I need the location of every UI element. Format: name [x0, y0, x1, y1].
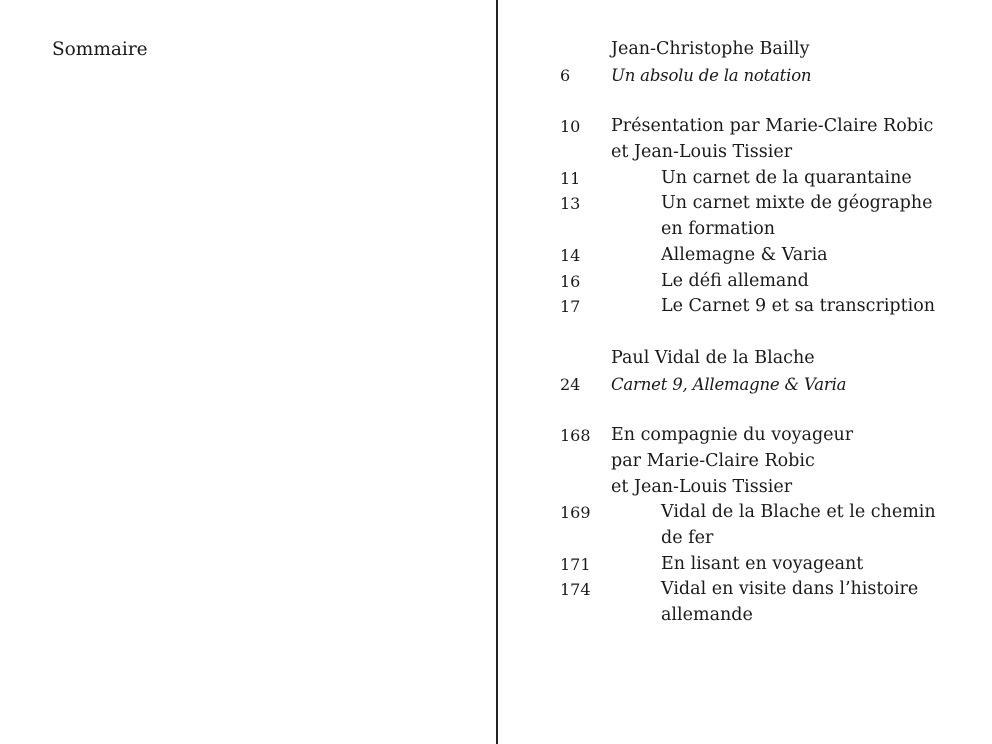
- toc-entry: [498, 372, 992, 398]
- toc-page-number: 6: [560, 65, 571, 85]
- toc-entry-title: par Marie-Claire Robic: [611, 450, 815, 471]
- toc-entry: [498, 243, 992, 269]
- right-page: [498, 0, 992, 744]
- toc-entry: [498, 500, 992, 526]
- toc-entry-title: allemande: [661, 605, 753, 626]
- toc-page-number: 11: [560, 168, 581, 188]
- toc-entry: [498, 166, 992, 192]
- toc-entry-title: Allemagne & Varia: [661, 244, 828, 265]
- toc-entry: [498, 217, 992, 243]
- toc-section: [498, 114, 992, 320]
- toc-page-number: 13: [560, 194, 581, 214]
- toc-entry: [498, 191, 992, 217]
- toc-entry-title: Un absolu de la notation: [611, 65, 812, 85]
- toc-page-number: 171: [560, 554, 591, 574]
- toc-entry-title: Carnet 9, Allemagne & Varia: [611, 374, 847, 394]
- toc-entry: [498, 63, 992, 89]
- toc-entry-title: en formation: [661, 219, 776, 240]
- toc-entry-title: et Jean-Louis Tissier: [611, 476, 793, 497]
- toc-entry: [498, 269, 992, 295]
- toc-entry: [498, 449, 992, 475]
- table-of-contents: [498, 37, 992, 655]
- toc-page-number: 174: [560, 580, 591, 600]
- toc-entry: [498, 294, 992, 320]
- toc-entry-title: Présentation par Marie-Claire Robic: [611, 116, 934, 137]
- toc-section: [498, 37, 992, 88]
- toc-entry: [498, 114, 992, 140]
- toc-entry-title: Paul Vidal de la Blache: [611, 347, 815, 368]
- toc-entry: [498, 346, 992, 372]
- page-title: Sommaire: [52, 39, 148, 60]
- toc-entry-title: Le défi allemand: [661, 270, 809, 291]
- toc-section: [498, 423, 992, 629]
- toc-entry-title: En lisant en voyageant: [661, 553, 864, 574]
- toc-entry-title: Un carnet mixte de géographe: [661, 193, 933, 214]
- toc-entry-title: Vidal de la Blache et le chemin: [661, 502, 936, 523]
- toc-entry-title: Jean-Christophe Bailly: [611, 39, 810, 59]
- toc-entry-title: En compagnie du voyageur: [611, 425, 854, 446]
- toc-entry: [498, 475, 992, 501]
- toc-page-number: 169: [560, 503, 591, 523]
- toc-entry: [498, 526, 992, 552]
- toc-entry: [498, 37, 992, 63]
- toc-page-number: 17: [560, 297, 581, 317]
- toc-entry: [498, 140, 992, 166]
- toc-entry-title: Le Carnet 9 et sa transcription: [661, 296, 936, 317]
- toc-entry: [498, 552, 992, 578]
- toc-page-number: 16: [560, 271, 581, 291]
- toc-page-number: 24: [560, 374, 581, 394]
- toc-entry-title: Un carnet de la quarantaine: [661, 167, 912, 188]
- toc-entry: [498, 423, 992, 449]
- toc-entry-title: de fer: [661, 528, 714, 548]
- toc-page-number: 14: [560, 245, 581, 265]
- toc-page-number: 10: [560, 117, 581, 137]
- toc-page-number: 168: [560, 426, 591, 446]
- toc-entry: [498, 577, 992, 603]
- toc-section: [498, 346, 992, 397]
- toc-entry-title: et Jean-Louis Tissier: [611, 142, 793, 163]
- toc-entry-title: Vidal en visite dans l’histoire: [661, 579, 919, 600]
- toc-entry: [498, 603, 992, 629]
